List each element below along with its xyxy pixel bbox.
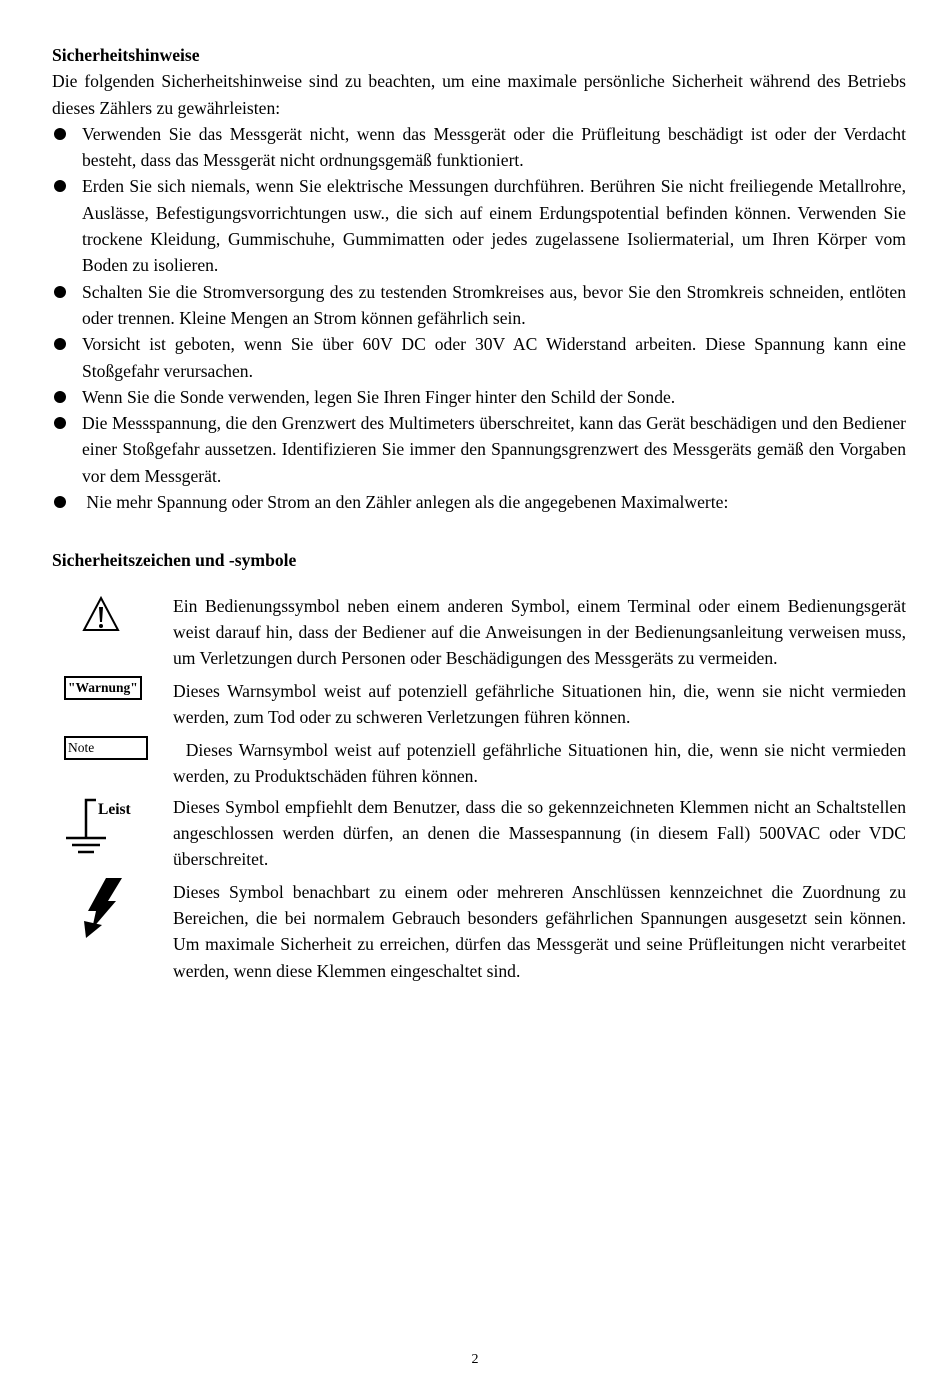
symbol-description: Dieses Symbol benachbart zu einem oder mehreren Anschlüssen kennzeichnet die Zuordnung zu Bereichen, die bei normalem Gebrauch besonders gefährlichen Spannungen ausgesetzt sein können. Um maximale Sicherheit zu erreichen, dürfen das Messgerät und seine Prüfleitungen nicht verarbeitet werden, wenn diese Klemmen eingeschaltet sind. — [173, 881, 906, 981]
symbol-description: Ein Bedienungssymbol neben einem anderen Symbol, einem Terminal oder einem Bedienungsgerät weist darauf hin, dass der Bediener auf die Anweisungen in der Bedienungsanleitung verweisen muss, um Verletzungen durch Personen oder Beschädigungen des Messgeräts zu vermeiden. — [173, 595, 906, 669]
bullet-icon — [54, 180, 66, 192]
symbol-description: Dieses Symbol empfiehlt dem Benutzer, dass die so gekennzeichneten Klemmen nicht an Schaltstellen angeschlossen werden dürfen, an denen die Massespannung (in diesem Fall) 500VAC oder VDC überschreitet. — [173, 796, 906, 870]
section-heading-symbols: Sicherheitszeichen und -symbole — [52, 550, 297, 571]
list-item: Erden Sie sich niemals, wenn Sie elektrische Messungen durchführen. Berühren Sie nicht freiliegende Metallrohre, Auslässe, Befestigungsvorrichtungen usw., die sich auf einem Erdungspotential befinden können. Verwenden Sie trockene Kleidung, Gummischuhe, Gummimatten oder jedes zugelassene Isoliermaterial, um Ihren Körper vom Boden zu isolieren. — [52, 173, 906, 278]
symbol-description: Dieses Warnsymbol weist auf potenziell gefährliche Situationen hin, die, wenn sie nicht vermieden werden, zu Produktschäden führen können. — [173, 740, 911, 787]
list-item: Verwenden Sie das Messgerät nicht, wenn das Messgerät oder die Prüfleitung beschädigt ist oder der Verdacht besteht, dass das Messgerät nicht ordnungsgemäß funktioniert. — [52, 121, 906, 174]
section-heading-safety: Sicherheitshinweise — [52, 45, 200, 65]
list-item: Schalten Sie die Stromversorgung des zu testenden Stromkreises aus, bevor Sie den Stromkreis schneiden, entlöten oder trennen. Kleine Mengen an Strom können gefährlich sein. — [52, 279, 906, 332]
list-item: Wenn Sie die Sonde verwenden, legen Sie Ihren Finger hinter den Schild der Sonde. — [52, 384, 906, 410]
bullet-icon — [54, 496, 66, 508]
note-label-icon: Note — [64, 736, 148, 760]
bullet-icon — [54, 417, 66, 429]
symbol-row-warnung — [52, 678, 906, 731]
symbol-row-ground — [52, 794, 906, 873]
bullet-icon — [54, 338, 66, 350]
symbol-row-note — [52, 737, 911, 790]
warning-triangle-icon — [82, 596, 120, 632]
list-item: Die Messspannung, die den Grenzwert des Multimeters überschreitet, kann das Gerät beschädigen und den Bediener einer Stoßgefahr aussetzen. Identifizieren Sie immer den Spannungsgrenzwert des Messgeräts gemäß den Vorgaben vor dem Messgerät. — [52, 410, 906, 489]
list-item: Vorsicht ist geboten, wenn Sie über 60V DC oder 30V AC Widerstand arbeiten. Diese Spannung kann eine Stoßgefahr verursachen. — [52, 331, 906, 384]
warnung-label-icon: "Warnung" — [64, 676, 142, 700]
document-page — [52, 42, 911, 984]
page-number: 2 — [471, 1352, 479, 1367]
intro-paragraph: Die folgenden Sicherheitshinweise sind zu beachten, um eine maximale persönliche Sicherheit während des Betriebs dieses Zählers zu gewährleisten: — [52, 71, 906, 118]
list-item: Nie mehr Spannung oder Strom an den Zähler anlegen als die angegebenen Maximalwerte: — [52, 489, 906, 515]
safety-bullet-list — [52, 121, 906, 515]
lightning-bolt-icon — [80, 877, 124, 939]
symbol-row-warning-triangle — [52, 593, 906, 672]
bullet-icon — [54, 391, 66, 403]
leist-label: Leist — [98, 800, 131, 818]
bullet-icon — [54, 128, 66, 140]
symbol-row-lightning — [52, 879, 906, 984]
symbol-description: Dieses Warnsymbol weist auf potenziell gefährliche Situationen hin, die, wenn sie nicht vermieden werden, zum Tod oder zu schweren Verletzungen führen können. — [173, 680, 906, 727]
bullet-icon — [54, 286, 66, 298]
